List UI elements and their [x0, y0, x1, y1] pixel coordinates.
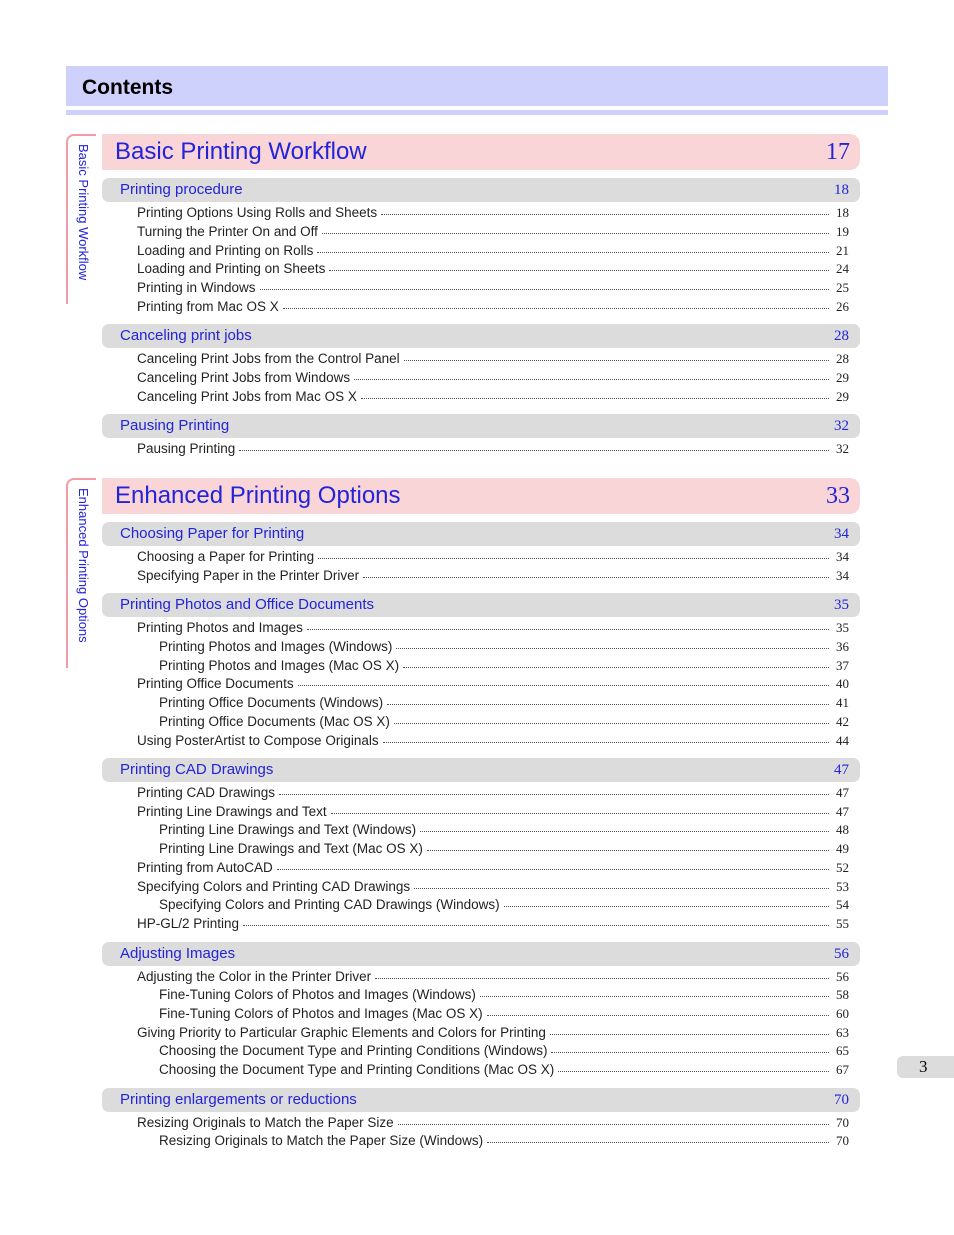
toc-entry-page[interactable]: 63	[836, 1025, 849, 1040]
toc-entry-label[interactable]: Using PosterArtist to Compose Originals	[137, 733, 379, 748]
toc-entry-label[interactable]: Printing from AutoCAD	[137, 860, 273, 875]
dot-leader	[243, 914, 829, 926]
dot-leader	[317, 241, 829, 253]
section-page[interactable]: 47	[834, 762, 849, 778]
toc-entry[interactable]	[137, 389, 849, 407]
toc-entry-page[interactable]: 48	[836, 822, 849, 837]
dot-leader	[396, 637, 829, 649]
dot-leader	[318, 547, 829, 559]
toc-entry-label[interactable]: Adjusting the Color in the Printer Driver	[137, 969, 372, 984]
page-number-tab	[897, 1056, 954, 1078]
contents-title: Contents	[82, 76, 173, 99]
toc-entry-label[interactable]: Choosing a Paper for Printing	[137, 549, 315, 564]
toc-entry-page[interactable]: 65	[836, 1043, 849, 1058]
toc-entry-label[interactable]: Fine-Tuning Colors of Photos and Images (Mac OS X)	[159, 1006, 483, 1021]
toc-entry-label[interactable]: Choosing the Document Type and Printing Conditions (Mac OS X)	[159, 1062, 555, 1077]
dot-leader	[414, 877, 829, 889]
toc-entry-page[interactable]: 54	[836, 897, 849, 912]
section-heading[interactable]	[102, 414, 860, 438]
toc-entry[interactable]	[159, 841, 849, 859]
toc-entry[interactable]	[137, 299, 849, 317]
section-heading[interactable]	[102, 758, 860, 782]
toc-entry-page[interactable]: 60	[836, 1006, 849, 1021]
toc-entry-label[interactable]: Printing Line Drawings and Text (Mac OS X)	[159, 841, 423, 856]
toc-entry[interactable]	[137, 916, 849, 934]
toc-entry-page[interactable]: 44	[836, 733, 849, 748]
toc-entry-label[interactable]: Canceling Print Jobs from Windows	[137, 370, 351, 385]
section-title[interactable]: Pausing Printing	[120, 417, 230, 434]
chapter-heading[interactable]	[102, 134, 860, 170]
side-tab-chapter-2[interactable]	[66, 478, 96, 668]
dot-leader	[398, 1113, 829, 1125]
dot-leader	[387, 693, 829, 705]
side-tab-label: Basic Printing Workflow	[76, 144, 91, 281]
toc-entry[interactable]	[137, 860, 849, 878]
section-page[interactable]: 32	[834, 418, 849, 434]
toc-entry-label[interactable]: Canceling Print Jobs from Mac OS X	[137, 389, 357, 404]
toc-entry[interactable]	[159, 695, 849, 713]
section-title[interactable]: Choosing Paper for Printing	[120, 525, 305, 542]
toc-entry-label[interactable]: Choosing the Document Type and Printing Conditions (Windows)	[159, 1043, 548, 1058]
toc-entry[interactable]	[137, 733, 849, 751]
toc-entry[interactable]	[137, 568, 849, 586]
toc-entry-label[interactable]: Printing Photos and Images (Windows)	[159, 639, 393, 654]
toc-entry[interactable]	[159, 1133, 849, 1151]
section-heading[interactable]	[102, 178, 860, 202]
side-tab-label: Enhanced Printing Options	[76, 488, 91, 643]
toc-entry-page[interactable]: 32	[836, 441, 849, 456]
contents-header	[66, 66, 888, 106]
toc-entry-page[interactable]: 52	[836, 860, 849, 875]
toc-entry-page[interactable]: 34	[836, 549, 849, 564]
chapter-heading[interactable]	[102, 478, 860, 514]
toc-entry-page[interactable]: 34	[836, 568, 849, 583]
toc-entry-page[interactable]: 70	[836, 1133, 849, 1148]
chapter-page[interactable]: 33	[826, 483, 850, 509]
toc-entry-page[interactable]: 58	[836, 987, 849, 1002]
section-page[interactable]: 28	[834, 328, 849, 344]
dot-leader	[404, 349, 829, 361]
dot-leader	[550, 1023, 829, 1035]
toc-entry-label[interactable]: Printing Line Drawings and Text	[137, 804, 327, 819]
dot-leader	[381, 203, 829, 215]
dot-leader	[403, 656, 829, 668]
toc-entry[interactable]	[137, 205, 849, 223]
section-heading[interactable]	[102, 593, 860, 617]
toc-entry[interactable]	[159, 1062, 849, 1080]
toc-entry-page[interactable]: 67	[836, 1062, 849, 1077]
dot-leader	[420, 820, 829, 832]
toc-entry[interactable]	[137, 620, 849, 638]
toc-entry-page[interactable]: 55	[836, 916, 849, 931]
toc-entry[interactable]	[159, 897, 849, 915]
toc-entry-label[interactable]: Printing from Mac OS X	[137, 299, 279, 314]
toc-entry-label[interactable]: Giving Priority to Particular Graphic Elements and Colors for Printing	[137, 1025, 546, 1040]
toc-entry-label[interactable]: Fine-Tuning Colors of Photos and Images (Windows)	[159, 987, 476, 1002]
toc-entry[interactable]	[159, 639, 849, 657]
section-title[interactable]: Printing enlargements or reductions	[120, 1091, 357, 1108]
toc-entry-label[interactable]: Resizing Originals to Match the Paper Size (Windows)	[159, 1133, 484, 1148]
dot-leader	[322, 222, 829, 234]
toc-entry-page[interactable]: 18	[836, 205, 849, 220]
chapter-title[interactable]: Basic Printing Workflow	[115, 138, 367, 165]
toc-entry-label[interactable]: Printing in Windows	[137, 280, 256, 295]
toc-entry-label[interactable]: Loading and Printing on Rolls	[137, 243, 314, 258]
toc-entry-page[interactable]: 36	[836, 639, 849, 654]
toc-entry-page[interactable]: 70	[836, 1115, 849, 1130]
toc-entry-label[interactable]: Canceling Print Jobs from the Control Panel	[137, 351, 400, 366]
dot-leader	[239, 439, 829, 451]
toc-entry-label[interactable]: Printing Options Using Rolls and Sheets	[137, 205, 378, 220]
toc-entry[interactable]	[137, 549, 849, 567]
dot-leader	[487, 1004, 829, 1016]
toc-entry-page[interactable]: 47	[836, 785, 849, 800]
dot-leader	[260, 278, 829, 290]
chapter-title[interactable]: Enhanced Printing Options	[115, 482, 401, 509]
toc-entry-label[interactable]: Printing CAD Drawings	[137, 785, 276, 800]
dot-leader	[298, 674, 829, 686]
toc-entry-page[interactable]: 25	[836, 280, 849, 295]
toc-entry-label[interactable]: Printing Office Documents (Windows)	[159, 695, 384, 710]
toc-entry-page[interactable]: 35	[836, 620, 849, 635]
side-tab-chapter-1[interactable]	[66, 134, 96, 304]
toc-entry-label[interactable]: Specifying Colors and Printing CAD Drawings (Windows)	[159, 897, 500, 912]
toc-entry[interactable]	[137, 370, 849, 388]
section-title[interactable]: Printing CAD Drawings	[120, 761, 274, 778]
section-page[interactable]: 56	[834, 946, 849, 962]
toc-entry-label[interactable]: Loading and Printing on Sheets	[137, 261, 326, 276]
section-heading[interactable]	[102, 942, 860, 966]
toc-entry-label[interactable]: Turning the Printer On and Off	[137, 224, 318, 239]
dot-leader	[394, 712, 829, 724]
chapter-page[interactable]: 17	[826, 139, 850, 165]
toc-entry[interactable]	[137, 224, 849, 242]
toc-entry-page[interactable]: 47	[836, 804, 849, 819]
toc-entry[interactable]	[159, 1043, 849, 1061]
section-page[interactable]: 34	[834, 526, 849, 542]
toc-entry-label[interactable]: Specifying Paper in the Printer Driver	[137, 568, 360, 583]
dot-leader	[487, 1131, 829, 1143]
dot-leader	[551, 1041, 829, 1053]
toc-entry[interactable]	[137, 280, 849, 298]
dot-leader	[375, 967, 829, 979]
toc-entry[interactable]	[159, 987, 849, 1005]
toc-entry[interactable]	[137, 441, 849, 459]
dot-leader	[363, 566, 829, 578]
section-title[interactable]: Adjusting Images	[120, 945, 236, 962]
toc-entry-page[interactable]: 29	[836, 370, 849, 385]
dot-leader	[558, 1060, 829, 1072]
section-page[interactable]: 70	[834, 1092, 849, 1108]
section-title[interactable]: Printing Photos and Office Documents	[120, 596, 375, 613]
toc-entry[interactable]	[159, 714, 849, 732]
toc-entry-page[interactable]: 49	[836, 841, 849, 856]
toc-entry-label[interactable]: Printing Office Documents	[137, 676, 294, 691]
toc-entry[interactable]	[159, 822, 849, 840]
section-page[interactable]: 35	[834, 597, 849, 613]
toc-entry-page[interactable]: 53	[836, 879, 849, 894]
dot-leader	[307, 618, 829, 630]
toc-entry-label[interactable]: Resizing Originals to Match the Paper Size	[137, 1115, 394, 1130]
dot-leader	[331, 802, 829, 814]
toc-entry-label[interactable]: Printing Photos and Images	[137, 620, 303, 635]
toc-entry-page[interactable]: 56	[836, 969, 849, 984]
toc-entry-page[interactable]: 41	[836, 695, 849, 710]
toc-entry[interactable]	[137, 676, 849, 694]
section-page[interactable]: 18	[834, 182, 849, 198]
dot-leader	[361, 387, 829, 399]
toc-entry-label[interactable]: Printing Line Drawings and Text (Windows)	[159, 822, 417, 837]
section-heading[interactable]	[102, 522, 860, 546]
dot-leader	[329, 259, 829, 271]
toc-entry-page[interactable]: 21	[836, 243, 849, 258]
page-number: 3	[919, 1057, 928, 1076]
toc-entry-label[interactable]: HP-GL/2 Printing	[137, 916, 240, 931]
toc-entry-label[interactable]: Printing Office Documents (Mac OS X)	[159, 714, 390, 729]
dot-leader	[354, 368, 829, 380]
toc-entry-page[interactable]: 26	[836, 299, 849, 314]
toc-entry-page[interactable]: 40	[836, 676, 849, 691]
section-title[interactable]: Printing procedure	[120, 181, 243, 198]
toc-entry[interactable]	[137, 261, 849, 279]
toc-entry-page[interactable]: 37	[836, 658, 849, 673]
toc-entry-page[interactable]: 42	[836, 714, 849, 729]
dot-leader	[383, 731, 829, 743]
section-title[interactable]: Canceling print jobs	[120, 327, 252, 344]
dot-leader	[283, 297, 829, 309]
toc-entry-label[interactable]: Pausing Printing	[137, 441, 236, 456]
toc-entry[interactable]	[159, 1006, 849, 1024]
toc-entry-page[interactable]: 19	[836, 224, 849, 239]
toc-entry-page[interactable]: 24	[836, 261, 849, 276]
toc-entry-label[interactable]: Printing Photos and Images (Mac OS X)	[159, 658, 400, 673]
dot-leader	[480, 985, 829, 997]
dot-leader	[277, 858, 829, 870]
section-heading[interactable]	[102, 1088, 860, 1112]
toc-entry[interactable]	[137, 785, 849, 803]
toc-entry-page[interactable]: 29	[836, 389, 849, 404]
toc-entry-page[interactable]: 28	[836, 351, 849, 366]
toc-entry[interactable]	[137, 351, 849, 369]
toc-entry-label[interactable]: Specifying Colors and Printing CAD Drawings	[137, 879, 411, 894]
header-divider	[66, 110, 888, 115]
section-heading[interactable]	[102, 324, 860, 348]
dot-leader	[279, 783, 829, 795]
dot-leader	[427, 839, 829, 851]
dot-leader	[504, 895, 829, 907]
